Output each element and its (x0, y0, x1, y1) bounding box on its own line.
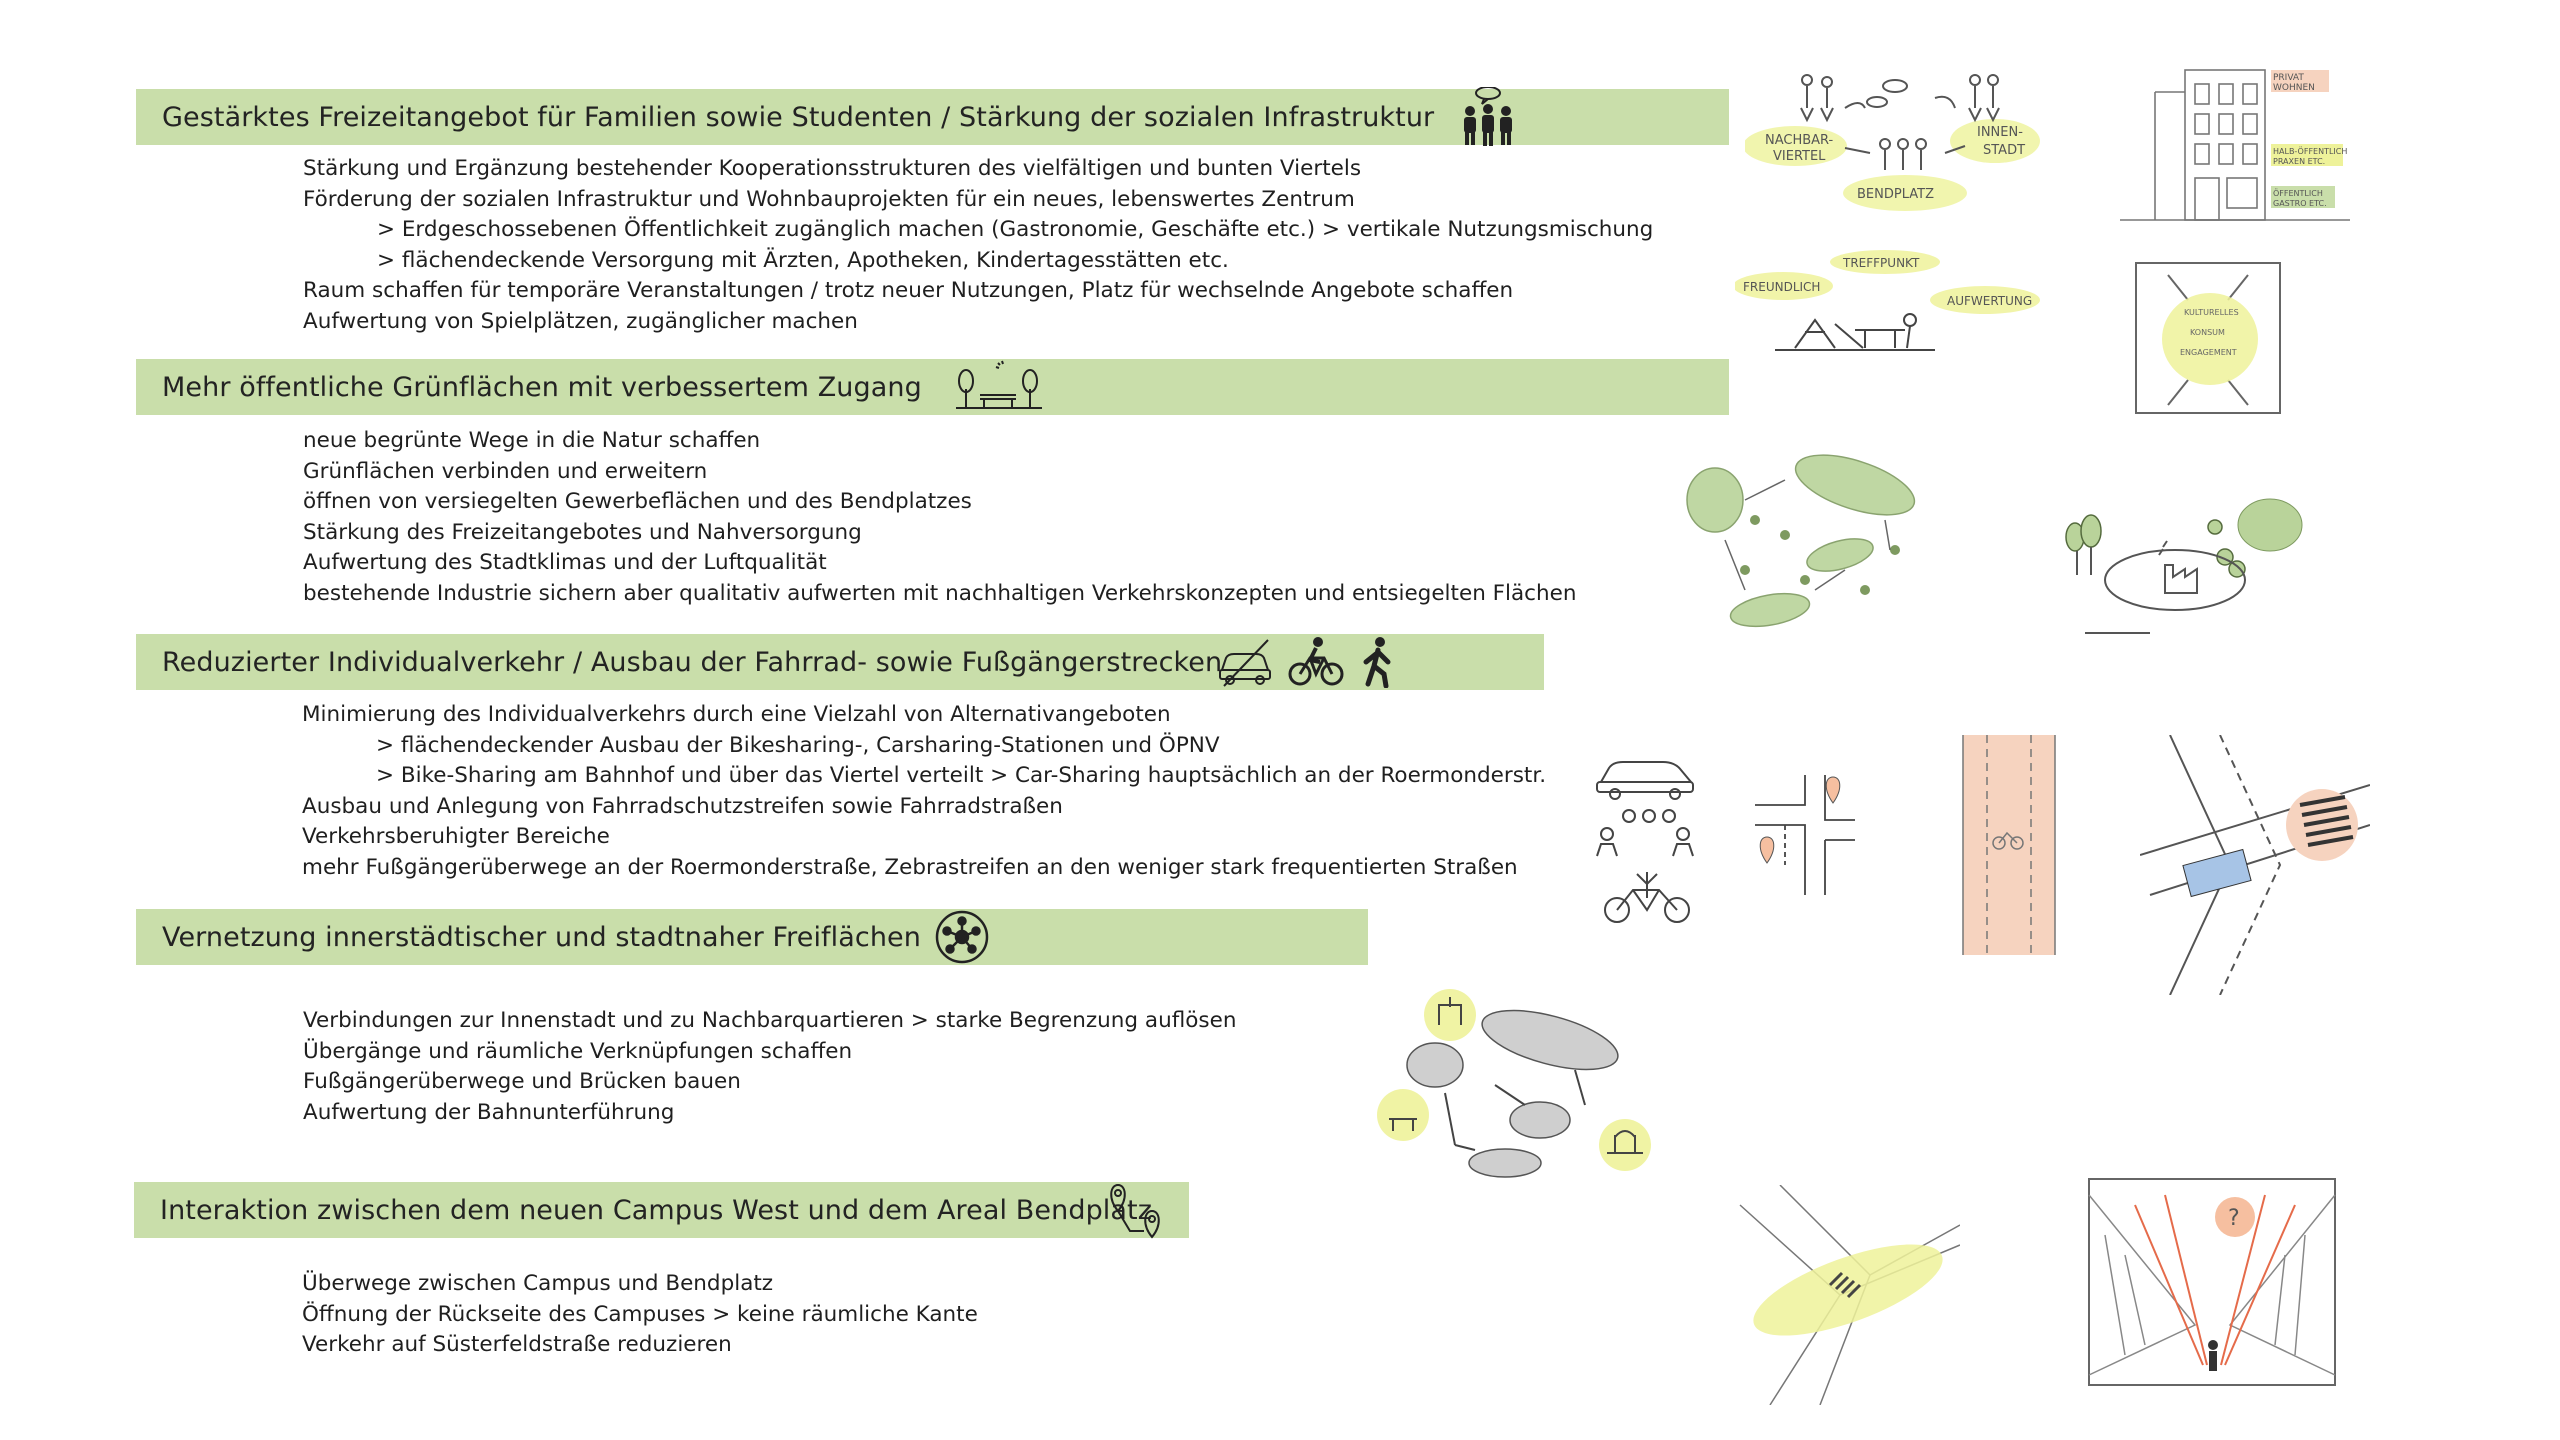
campus-crossing-sketch (1730, 1185, 1960, 1405)
section-4-list (303, 1006, 1236, 1128)
section-1-title: Gestärktes Freizeitangebot für Familien sowie Studenten / Stärkung der sozialen Infrastruktur (162, 101, 1435, 133)
sketch-label: PRAXEN ETC. (2273, 157, 2326, 166)
list-item: Aufwertung des Stadtklimas und der Luftqualität (303, 550, 827, 575)
section-4-title: Vernetzung innerstädtischer und stadtnaher Freiflächen (162, 921, 921, 953)
list-item: Übergänge und räumliche Verknüpfungen schaffen (303, 1038, 853, 1064)
sketch-label: BENDPLATZ (1857, 187, 1934, 202)
list-item: Fußgängerüberwege und Brücken bauen (303, 1069, 741, 1094)
list-item: Aufwertung von Spielplätzen, zugänglicher machen (303, 308, 858, 334)
sketch-label: ÖFFENTLICH (2273, 189, 2323, 198)
list-item: Verbindungen zur Innenstadt und zu Nachbarquartieren > starke Begrenzung auflösen (303, 1008, 1237, 1033)
no-car-icon (1216, 636, 1274, 688)
bike-lane-sketch (1955, 735, 2065, 955)
section-2-banner (136, 359, 1729, 415)
playground-sketch (1735, 250, 2045, 360)
section-5-banner (134, 1182, 1189, 1238)
list-sub-item: > Erdgeschossebenen Öffentlichkeit zugänglich machen (Gastronomie, Geschäfte etc.) > vertikale Nutzungsmischung (377, 217, 1654, 242)
connections-sketch (1375, 985, 1665, 1185)
green-areas-network-sketch (1685, 440, 1935, 640)
list-item: Verkehr auf Süsterfeldstraße reduzieren (302, 1332, 732, 1357)
section-4-icons (932, 909, 992, 965)
sketch-label: ? (2228, 1206, 2240, 1231)
list-item: bestehende Industrie sichern aber qualitativ aufwerten mit nachhaltigen Verkehrskonzepten und entsiegelten Flächen (303, 580, 1577, 606)
people-group-icon (1456, 87, 1520, 147)
sketch-label: TREFFPUNKT (1843, 256, 1920, 270)
list-item: Aufwertung der Bahnunterführung (303, 1099, 675, 1125)
list-item: Förderung der sozialen Infrastruktur und Wohnbauprojekten für ein neues, lebenswertes Zentrum (303, 186, 1355, 212)
list-item: öffnen von versiegelten Gewerbeflächen und des Bendplatzes (303, 489, 972, 514)
social-network-sketch (1745, 68, 2065, 228)
sketch-label: GASTRO ETC. (2273, 199, 2327, 208)
list-item: Verkehrsberuhigter Bereiche (302, 824, 610, 849)
sketch-label: KONSUM (2190, 328, 2225, 337)
list-item: Stärkung des Freizeitangebotes und Nahversorgung (303, 519, 862, 545)
list-item: Ausbau und Anlegung von Fahrradschutzstreifen sowie Fahrradstraßen (302, 793, 1063, 819)
section-2-title: Mehr öffentliche Grünflächen mit verbessertem Zugang (162, 371, 922, 403)
section-5-icons (1104, 1182, 1170, 1238)
sketch-label: STADT (1983, 143, 2026, 158)
public-square-sketch (2128, 255, 2288, 425)
list-item: Raum schaffen für temporäre Veranstaltungen / trotz neuer Nutzungen, Platz für wechselnde Angebote schaffen (303, 278, 1514, 303)
list-item: Überwege zwischen Campus und Bendplatz (302, 1271, 774, 1296)
location-pins-icon (1104, 1181, 1170, 1239)
sketch-label: VIERTEL (1773, 149, 1826, 164)
street-map-pins-sketch (1745, 765, 1855, 895)
list-item: Minimierung des Individualverkehrs durch eine Vielzahl von Alternativangeboten (302, 702, 1171, 727)
section-1-list (303, 154, 1653, 337)
section-1-banner (136, 89, 1729, 145)
network-icon (932, 909, 992, 965)
list-item: Stärkung und Ergänzung bestehender Kooperationsstrukturen des vielfältigen und bunten Viertels (303, 156, 1362, 181)
section-4-banner (136, 909, 1368, 965)
sketch-label: ENGAGEMENT (2180, 348, 2237, 357)
list-sub-item: > flächendeckender Ausbau der Bikesharing-, Carsharing-Stationen und ÖPNV (376, 732, 1220, 758)
park-icon (954, 359, 1044, 415)
mobility-sketch (1593, 752, 1703, 932)
sketch-label: KULTURELLES (2184, 308, 2239, 317)
list-item: Grünflächen verbinden und erweitern (303, 458, 708, 484)
section-3-title: Reduzierter Individualverkehr / Ausbau der Fahrrad- sowie Fußgängerstrecken (162, 646, 1223, 678)
list-sub-item: > Bike-Sharing am Bahnhof und über das Viertel verteilt > Car-Sharing hauptsächlich an der Roermonderstr. (376, 763, 1547, 788)
sketch-label: HALB-ÖFFENTLICH (2273, 147, 2348, 156)
list-item: neue begrünte Wege in die Natur schaffen (303, 428, 761, 453)
section-5-title: Interaktion zwischen dem neuen Campus West und dem Areal Bendplatz (160, 1194, 1153, 1226)
section-5-list (302, 1269, 978, 1361)
section-3-icons (1216, 634, 1398, 690)
section-1-icons (1456, 89, 1520, 145)
sketch-label: FREUNDLICH (1743, 280, 1821, 294)
sketch-label: PRIVAT (2273, 73, 2304, 83)
mixed-use-building-sketch (2115, 62, 2355, 232)
campus-perspective-sketch (2085, 1175, 2340, 1390)
sketch-label: NACHBAR- (1765, 133, 1834, 148)
section-2-list (303, 426, 1576, 609)
section-3-list (302, 700, 1546, 883)
industry-greening-sketch (2055, 495, 2305, 645)
list-item: mehr Fußgängerüberwege an der Roermonderstraße, Zebrastreifen an den weniger stark frequentierten Straßen (302, 854, 1518, 880)
section-2-icons (954, 359, 1044, 415)
pedestrian-icon (1358, 636, 1398, 688)
bicycle-icon (1288, 636, 1344, 688)
list-sub-item: > flächendeckende Versorgung mit Ärzten, Apotheken, Kindertagesstätten etc. (377, 247, 1229, 273)
list-item: Öffnung der Rückseite des Campuses > keine räumliche Kante (302, 1301, 978, 1327)
section-3-banner (136, 634, 1544, 690)
sketch-label: INNEN- (1977, 125, 2023, 140)
sketch-label: AUFWERTUNG (1947, 294, 2033, 308)
pedestrian-crossing-sketch (2140, 735, 2370, 995)
sketch-label: WOHNEN (2273, 83, 2315, 93)
